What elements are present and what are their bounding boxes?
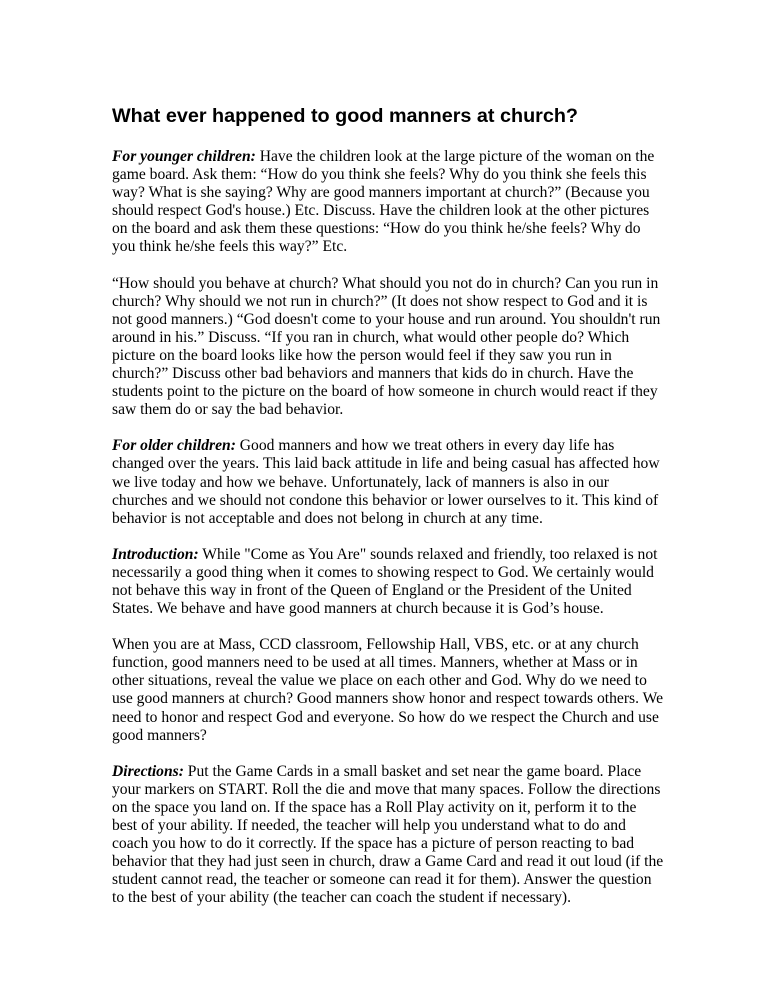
paragraph-church-function xyxy=(112,636,664,745)
paragraph-text: While "Come as You Are" sounds relaxed and friendly, too relaxed is not necessarily a good thing when it comes to showing respect to God. We certainly would not behave this way in front of the Queen of England or the President of the United States. We behave and have good manners at church because it is God’s house. xyxy=(112,545,658,618)
paragraph-text: Put the Game Cards in a small basket and set near the game board. Place your markers on START. Roll the die and move that many spaces. Follow the directions on the space you land on. If the space has a Roll Play activity on it, perform it to the best of your ability. If needed, the teacher will help you understand what to do and coach you how to do it correctly. If the space has a picture of person reacting to bad behavior that they had just seen in church, draw a Game Card and read it out loud (if the student cannot read, the teacher or someone can read it for them). Answer the question to the best of your ability (the teacher can coach the student if necessary). xyxy=(112,762,664,907)
paragraph-text: Good manners and how we treat others in every day life has changed over the years. This laid back attitude in life and being casual has affected how we live today and how we behave. Unfortunately, lack of manners is also in our churches and we should not condone this behavior or lower ourselves to it. This kind of behavior is not acceptable and does not belong in church at any time. xyxy=(112,437,660,527)
paragraph-text: “How should you behave at church? What should you not do in church? Can you run in church? Why should we not run in church?” (It does not show respect to God and it is not good manners.) “God doesn't come to your house and run around. You shouldn't run around in his.” Discuss. “If you ran in church, what would other people do? Which picture on the board looks like how the person would feel if they saw you run in church?” Discuss other bad behaviors and manners that kids do in church. Have the students point to the picture on the board of how someone in church would react if they saw them do or say the bad behavior. xyxy=(112,274,661,419)
paragraph-introduction xyxy=(112,546,664,618)
paragraph-lead: For older children: xyxy=(112,437,236,455)
document-page xyxy=(112,104,664,925)
paragraph-behave-at-church xyxy=(112,275,664,420)
paragraph-lead: For younger children: xyxy=(112,148,256,165)
paragraph-older-children xyxy=(112,437,664,527)
paragraph-lead: Directions: xyxy=(112,762,184,780)
paragraph-text: Have the children look at the large picture of the woman on the game board. Ask them: “How do you think she feels? Why do you think she feels this way? What is she saying? Why are good manners important at church?” (Because you should respect God's house.) Etc. Discuss. Have the children look at the other pictures on the board and ask them these questions: “How do you think he/she feels? Why do you think he/she feels this way?” Etc. xyxy=(112,148,655,256)
paragraph-text: When you are at Mass, CCD classroom, Fellowship Hall, VBS, etc. or at any church function, good manners need to be used at all times. Manners, whether at Mass or in other situations, reveal the value we place on each other and God. Why do we need to use good manners at church? Good manners show honor and respect towards others. We need to honor and respect God and everyone. So how do we respect the Church and use good manners? xyxy=(112,636,664,744)
paragraph-younger-children xyxy=(112,148,664,257)
document-title: What ever happened to good manners at church? xyxy=(112,105,579,127)
paragraph-lead: Introduction: xyxy=(112,545,199,563)
paragraph-directions xyxy=(112,763,664,908)
